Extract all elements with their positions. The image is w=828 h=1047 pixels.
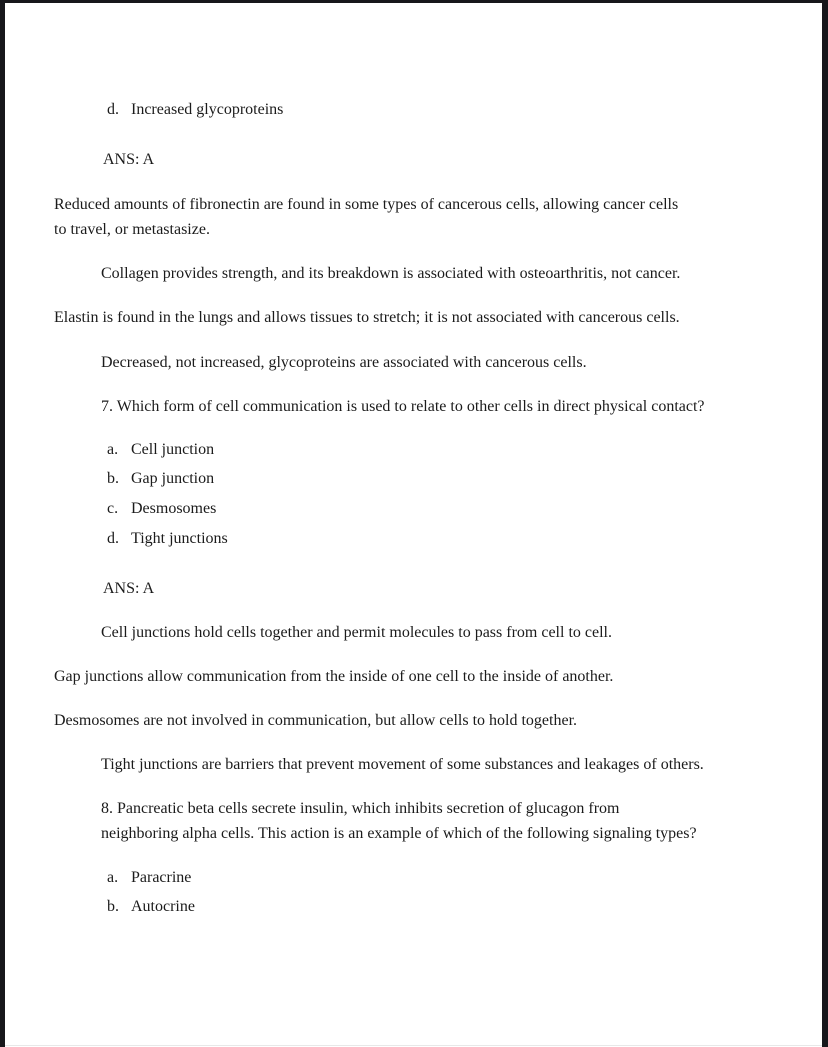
option-label: b. xyxy=(107,470,119,487)
option-row xyxy=(107,894,195,919)
option-label: d. xyxy=(107,101,119,118)
option-row xyxy=(107,437,214,462)
option-label: c. xyxy=(107,500,119,517)
text-line: Reduced amounts of fibronectin are found in some types of cancerous cells, allowing cancer cells xyxy=(54,196,679,213)
text-line: Desmosomes are not involved in communication, but allow cells to hold together. xyxy=(54,712,578,729)
option-row xyxy=(107,97,283,122)
explanation-paragraph xyxy=(101,752,704,777)
option-text: Paracrine xyxy=(131,869,192,886)
option-label: a. xyxy=(107,441,119,458)
text-line: to travel, or metastasize. xyxy=(54,221,210,238)
option-row xyxy=(107,865,191,890)
option-row xyxy=(107,526,228,551)
text-line: neighboring alpha cells. This action is an example of which of the following signaling types? xyxy=(101,825,697,842)
explanation-paragraph xyxy=(54,305,680,330)
text-line: Collagen provides strength, and its breakdown is associated with osteoarthritis, not cancer. xyxy=(101,265,681,282)
text-line: Cell junctions hold cells together and permit molecules to pass from cell to cell. xyxy=(101,624,612,641)
explanation-paragraph xyxy=(101,261,680,286)
option-text: Desmosomes xyxy=(131,500,217,517)
answer-line: ANS: A xyxy=(103,151,155,168)
option-text: Cell junction xyxy=(131,441,215,458)
option-label: b. xyxy=(107,898,119,915)
text-line: 7. Which form of cell communication is used to relate to other cells in direct physical contact? xyxy=(101,398,705,415)
option-text: Tight junctions xyxy=(131,530,228,547)
explanation-paragraph xyxy=(54,192,678,242)
explanation-paragraph xyxy=(101,350,587,375)
option-row xyxy=(107,466,214,491)
option-row xyxy=(107,496,216,521)
option-label: d. xyxy=(107,530,119,547)
question-text xyxy=(101,394,705,419)
text-line: 8. Pancreatic beta cells secrete insulin, which inhibits secretion of glucagon from xyxy=(101,800,620,817)
answer-line: ANS: A xyxy=(103,580,155,597)
explanation-paragraph xyxy=(54,664,613,689)
option-text: Gap junction xyxy=(131,470,215,487)
option-text: Autocrine xyxy=(131,898,195,915)
option-label: a. xyxy=(107,869,119,886)
text-line: Elastin is found in the lungs and allows tissues to stretch; it is not associated with cancerous cells. xyxy=(54,309,680,326)
text-line: Tight junctions are barriers that prevent movement of some substances and leakages of others. xyxy=(101,756,704,773)
option-text: Increased glycoproteins xyxy=(131,101,284,118)
explanation-paragraph xyxy=(101,620,612,645)
explanation-paragraph xyxy=(54,708,577,733)
text-line: Decreased, not increased, glycoproteins are associated with cancerous cells. xyxy=(101,354,587,371)
text-line: Gap junctions allow communication from the inside of one cell to the inside of another. xyxy=(54,668,614,685)
question-text xyxy=(101,796,697,846)
